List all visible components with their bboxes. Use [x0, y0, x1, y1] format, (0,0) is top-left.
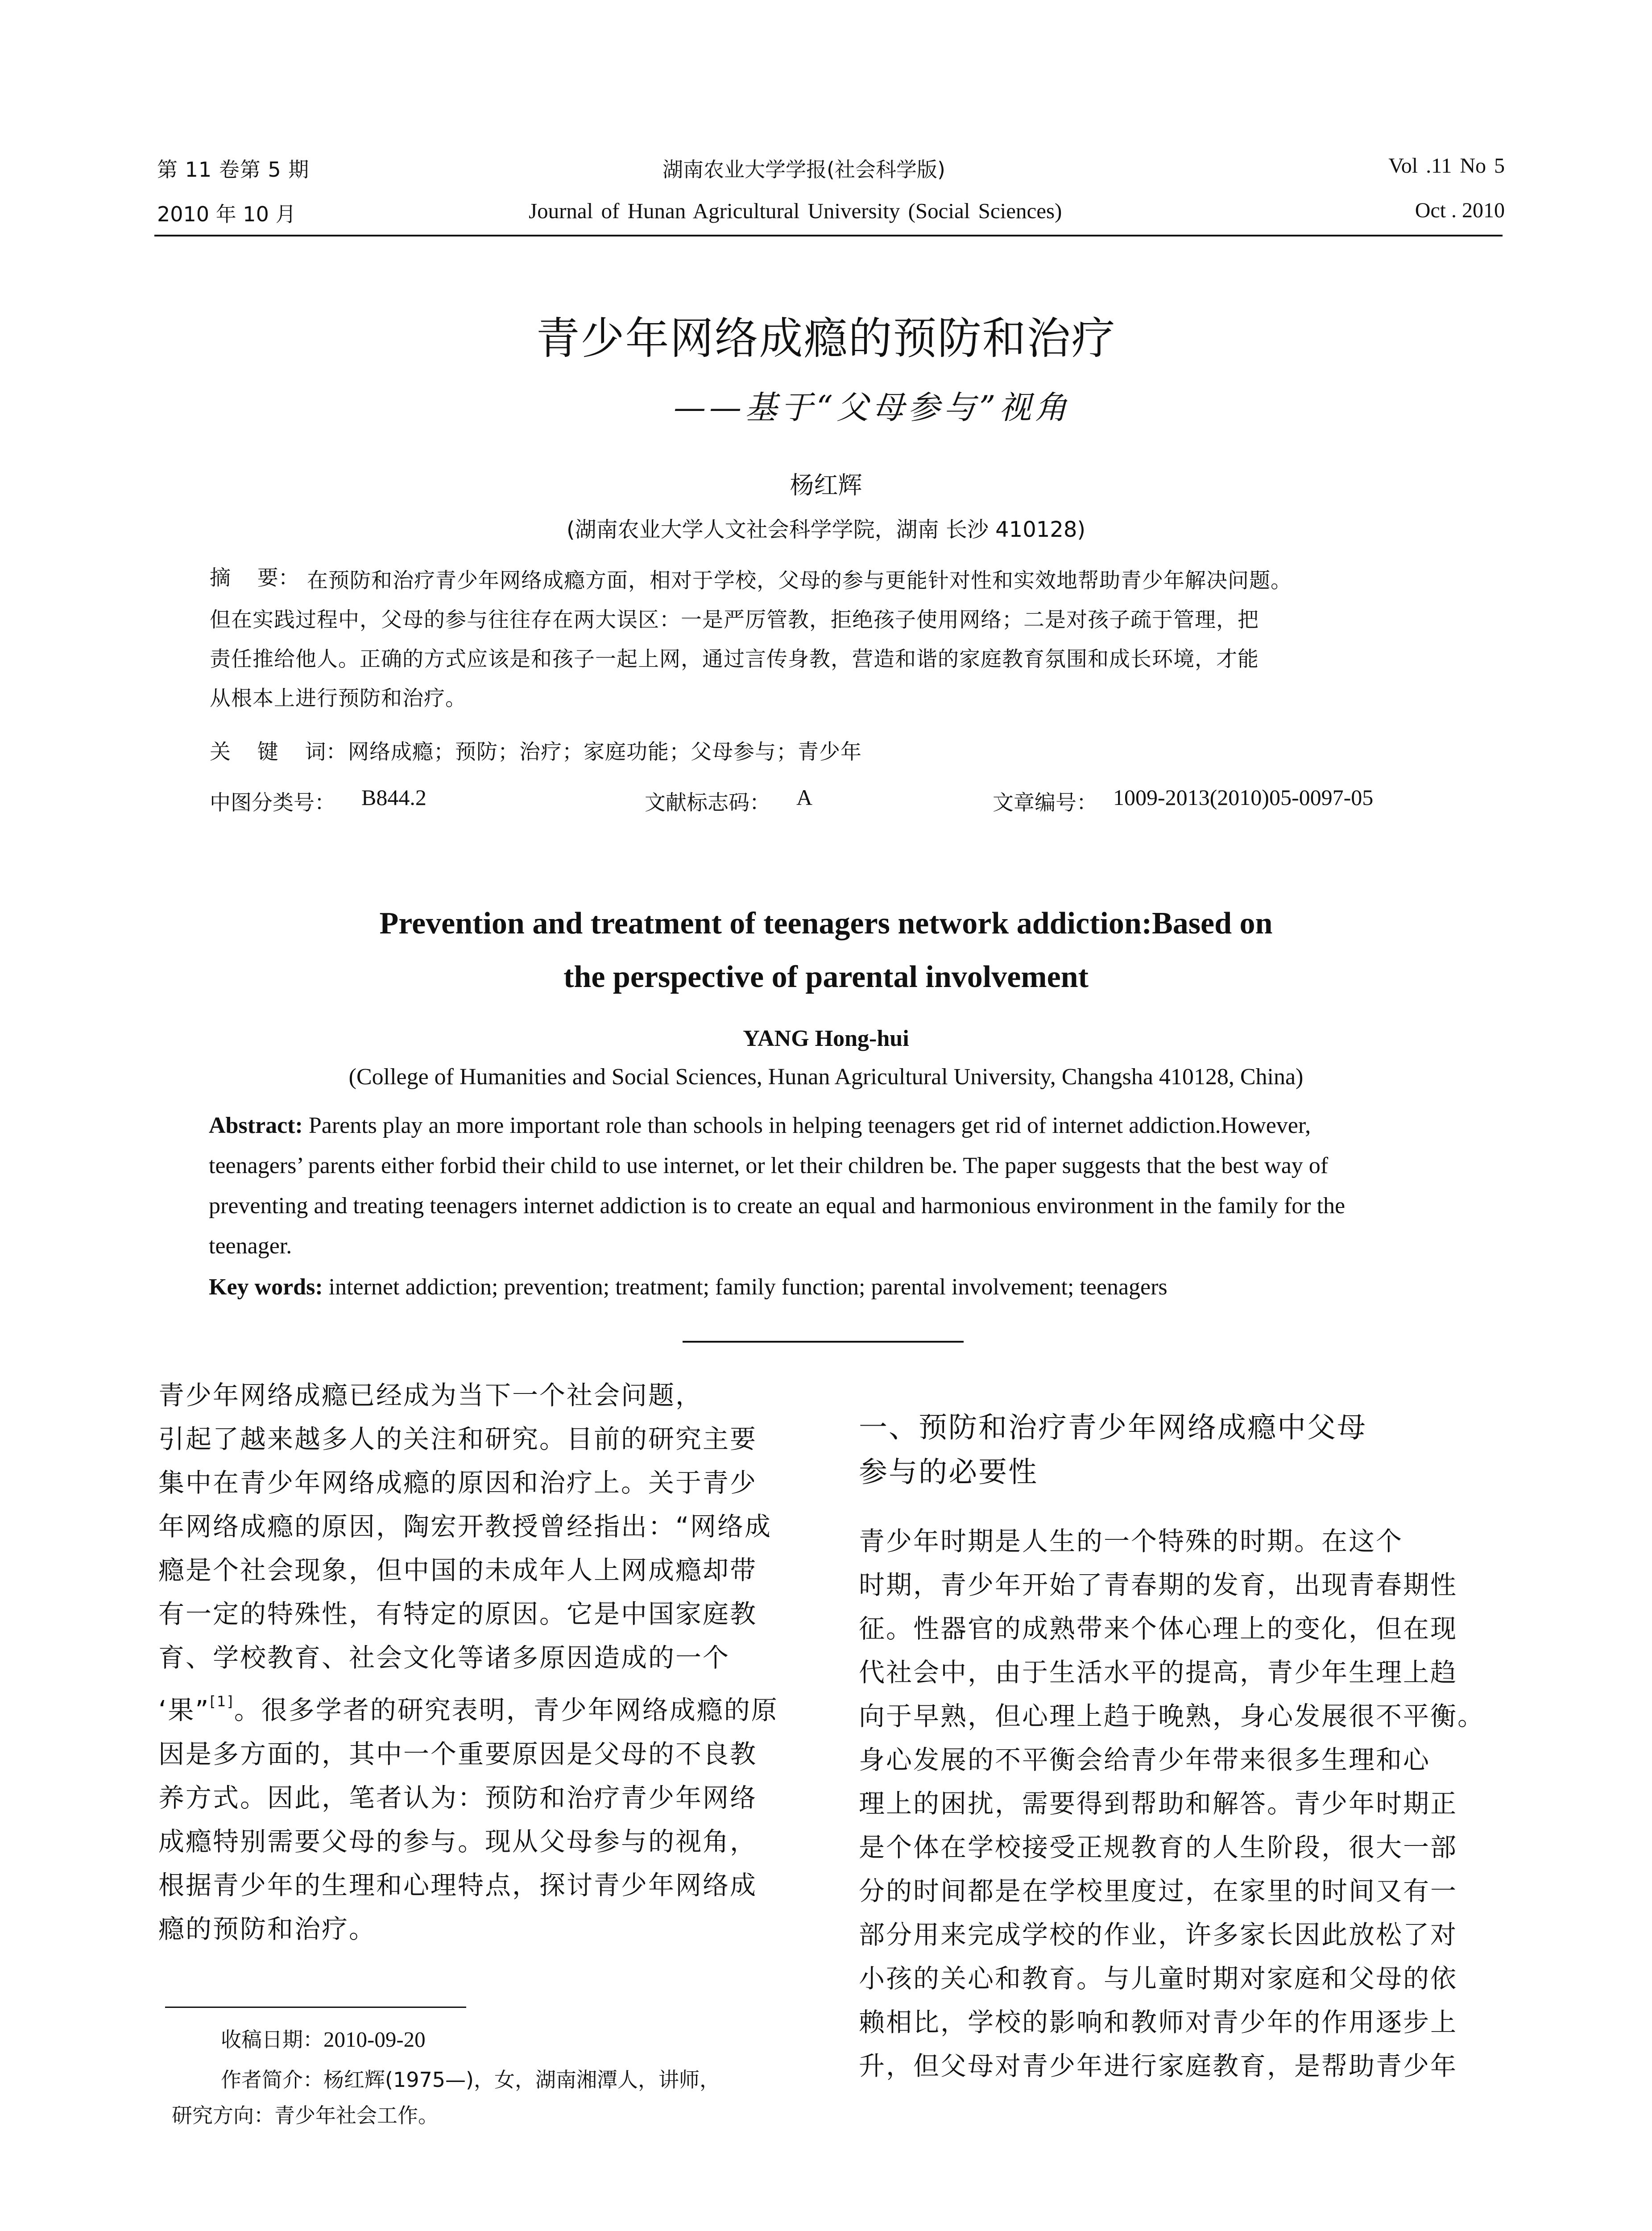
header-journal-en: Journal of Hunan Agricultural University (Social Sciences) — [529, 199, 1062, 223]
keywords-en-text: internet addiction; prevention; treatment; family function; parental involvement; teenagers — [323, 1274, 1168, 1300]
keywords-en — [209, 1274, 1168, 1300]
abstract-en-text: Parents play an more important role than schools in helping teenagers get rid of internet addiction.However, teenagers’ parents either forbid their child to use internet, or let their children be. The paper suggests that the best way of preventing and treating teenagers internet addiction is to create an equal and harmonious environment in the family for the teenager. — [209, 1113, 1346, 1259]
header-volume-en: Vol .11 No 5 — [1388, 154, 1505, 178]
author-info-label: 作者简介： — [221, 2068, 323, 2092]
title-cn: 青少年网络成瘾的预防和治疗 — [536, 313, 1116, 364]
abstract-en — [209, 1106, 1494, 1266]
article-no-label: 文章编号： — [993, 791, 1097, 815]
footnote-author-research: 研究方向：青少年社会工作。 — [172, 2103, 439, 2127]
header-date-cn: 2010 年 10 月 — [157, 202, 296, 226]
abstract-cn-text: 在预防和治疗青少年网络成瘾方面，相对于学校，父母的参与更能针对性和实效地帮助青少年解决问题。 但在实践过程中，父母的参与往往存在两大误区：一是严厉管教，拒绝孩子使用网络；二是对孩子疏于管理，把 责任推给他人。正确的方式应该是和孩子一起上网，通过言传身教，营造和谐的家庭教育氛围和成长环境，才能 从根本上进行预防和治疗。 — [210, 568, 1292, 711]
section-heading-1: 一、预防和治疗青少年网络成瘾中父母 参与的必要性 — [859, 1411, 1367, 1489]
author-cn: 杨红辉 — [790, 471, 862, 499]
clc-number: B844.2 — [361, 785, 426, 810]
affiliation-en: (College of Humanities and Social Sciences, Hunan Agricultural University, Changsha 410128, China) — [348, 1064, 1304, 1090]
footnote-author — [221, 2064, 720, 2093]
footnote-received — [221, 2024, 426, 2053]
abstract-cn-label: 摘 要： — [210, 566, 299, 590]
received-label: 收稿日期： — [221, 2028, 323, 2052]
header-volume-issue: 第 11 卷第 5 期 — [157, 158, 310, 182]
keywords-cn-label: 关 键 词： — [210, 740, 347, 764]
header-rule — [154, 235, 1503, 236]
clc-label: 中图分类号： — [210, 791, 335, 815]
body-left-text-part-2: 。很多学者的研究表明，青少年网络成瘾的原 因是多方面的，其中一个重要原因是父母的不良教 养方式。因此，笔者认为：预防和治疗青少年网络 成瘾特别需要父母的参与。现从父母参与的视角， 根据青少年的生理和心理特点，探讨青少年网络成 瘾的预防和治疗。 — [158, 1695, 778, 1944]
header-date-en: Oct . 2010 — [1415, 199, 1505, 222]
subtitle-cn: ——基于“父母参与”视角 — [674, 389, 1071, 426]
title-en-line-2: the perspective of parental involvement — [563, 960, 1089, 994]
abstract-separator-rule — [683, 1341, 964, 1343]
footnote-rule — [165, 2007, 466, 2008]
body-right-paragraph: 青少年时期是人生的一个特殊的时期。在这个 时期，青少年开始了青春期的发育，出现青春期性 征。性器官的成熟带来个体心理上的变化，但在现 代社会中，由于生活水平的提高，青少年生理上趋 向于早熟，但心理上趋于晚熟，身心发展很不平衡。 身心发展的不平衡会给青少年带来很多生理和心 理上的困扰，需要得到帮助和解答。青少年时期正 是个体在学校接受正规教育的人生阶段，很大一部 分的时间都是在学校里度过，在家里的时间又有一 部分用来完成学校的作业，许多家长因此放松了对 小孩的关心和教育。与儿童时期对家庭和父母的依 赖相比，学校的影响和教师对青少年的作用逐步上 升，但父母对青少年进行家庭教育，是帮助青少年 — [859, 1526, 1485, 2081]
doc-code: A — [796, 785, 813, 810]
abstract-en-label: Abstract: — [209, 1113, 303, 1138]
affiliation-cn: (湖南农业大学人文社会科学学院，湖南 长沙 410128) — [566, 517, 1086, 542]
doc-code-label: 文献标志码： — [645, 791, 770, 815]
keywords-cn: 网络成瘾；预防；治疗；家庭功能；父母参与；青少年 — [348, 740, 862, 764]
citation-ref-1: [1] — [210, 1693, 234, 1710]
author-info: 杨红辉(1975—)，女，湖南湘潭人，讲师， — [323, 2068, 720, 2092]
body-left-text-part-1: 青少年网络成瘾已经成为当下一个社会问题， 引起了越来越多人的关注和研究。目前的研究主要 集中在青少年网络成瘾的原因和治疗上。关于青少 年网络成瘾的原因，陶宏开教授曾经指出：“网络成 瘾是个社会现象，但中国的未成年人上网成瘾却带 有一定的特殊性，有特定的原因。它是中国家庭教 育、学校教育、社会文化等诸多原因造成的一个 ‘果” — [158, 1380, 772, 1725]
received-date: 2010-09-20 — [323, 2027, 426, 2052]
header-journal-cn: 湖南农业大学学报(社会科学版) — [662, 158, 945, 182]
keywords-en-label: Key words: — [209, 1274, 323, 1300]
article-no: 1009-2013(2010)05-0097-05 — [1113, 785, 1374, 810]
author-en: YANG Hong-hui — [743, 1026, 909, 1051]
title-en-line-1: Prevention and treatment of teenagers network addiction:Based on — [379, 906, 1273, 941]
body-left-paragraph — [158, 1373, 819, 1951]
